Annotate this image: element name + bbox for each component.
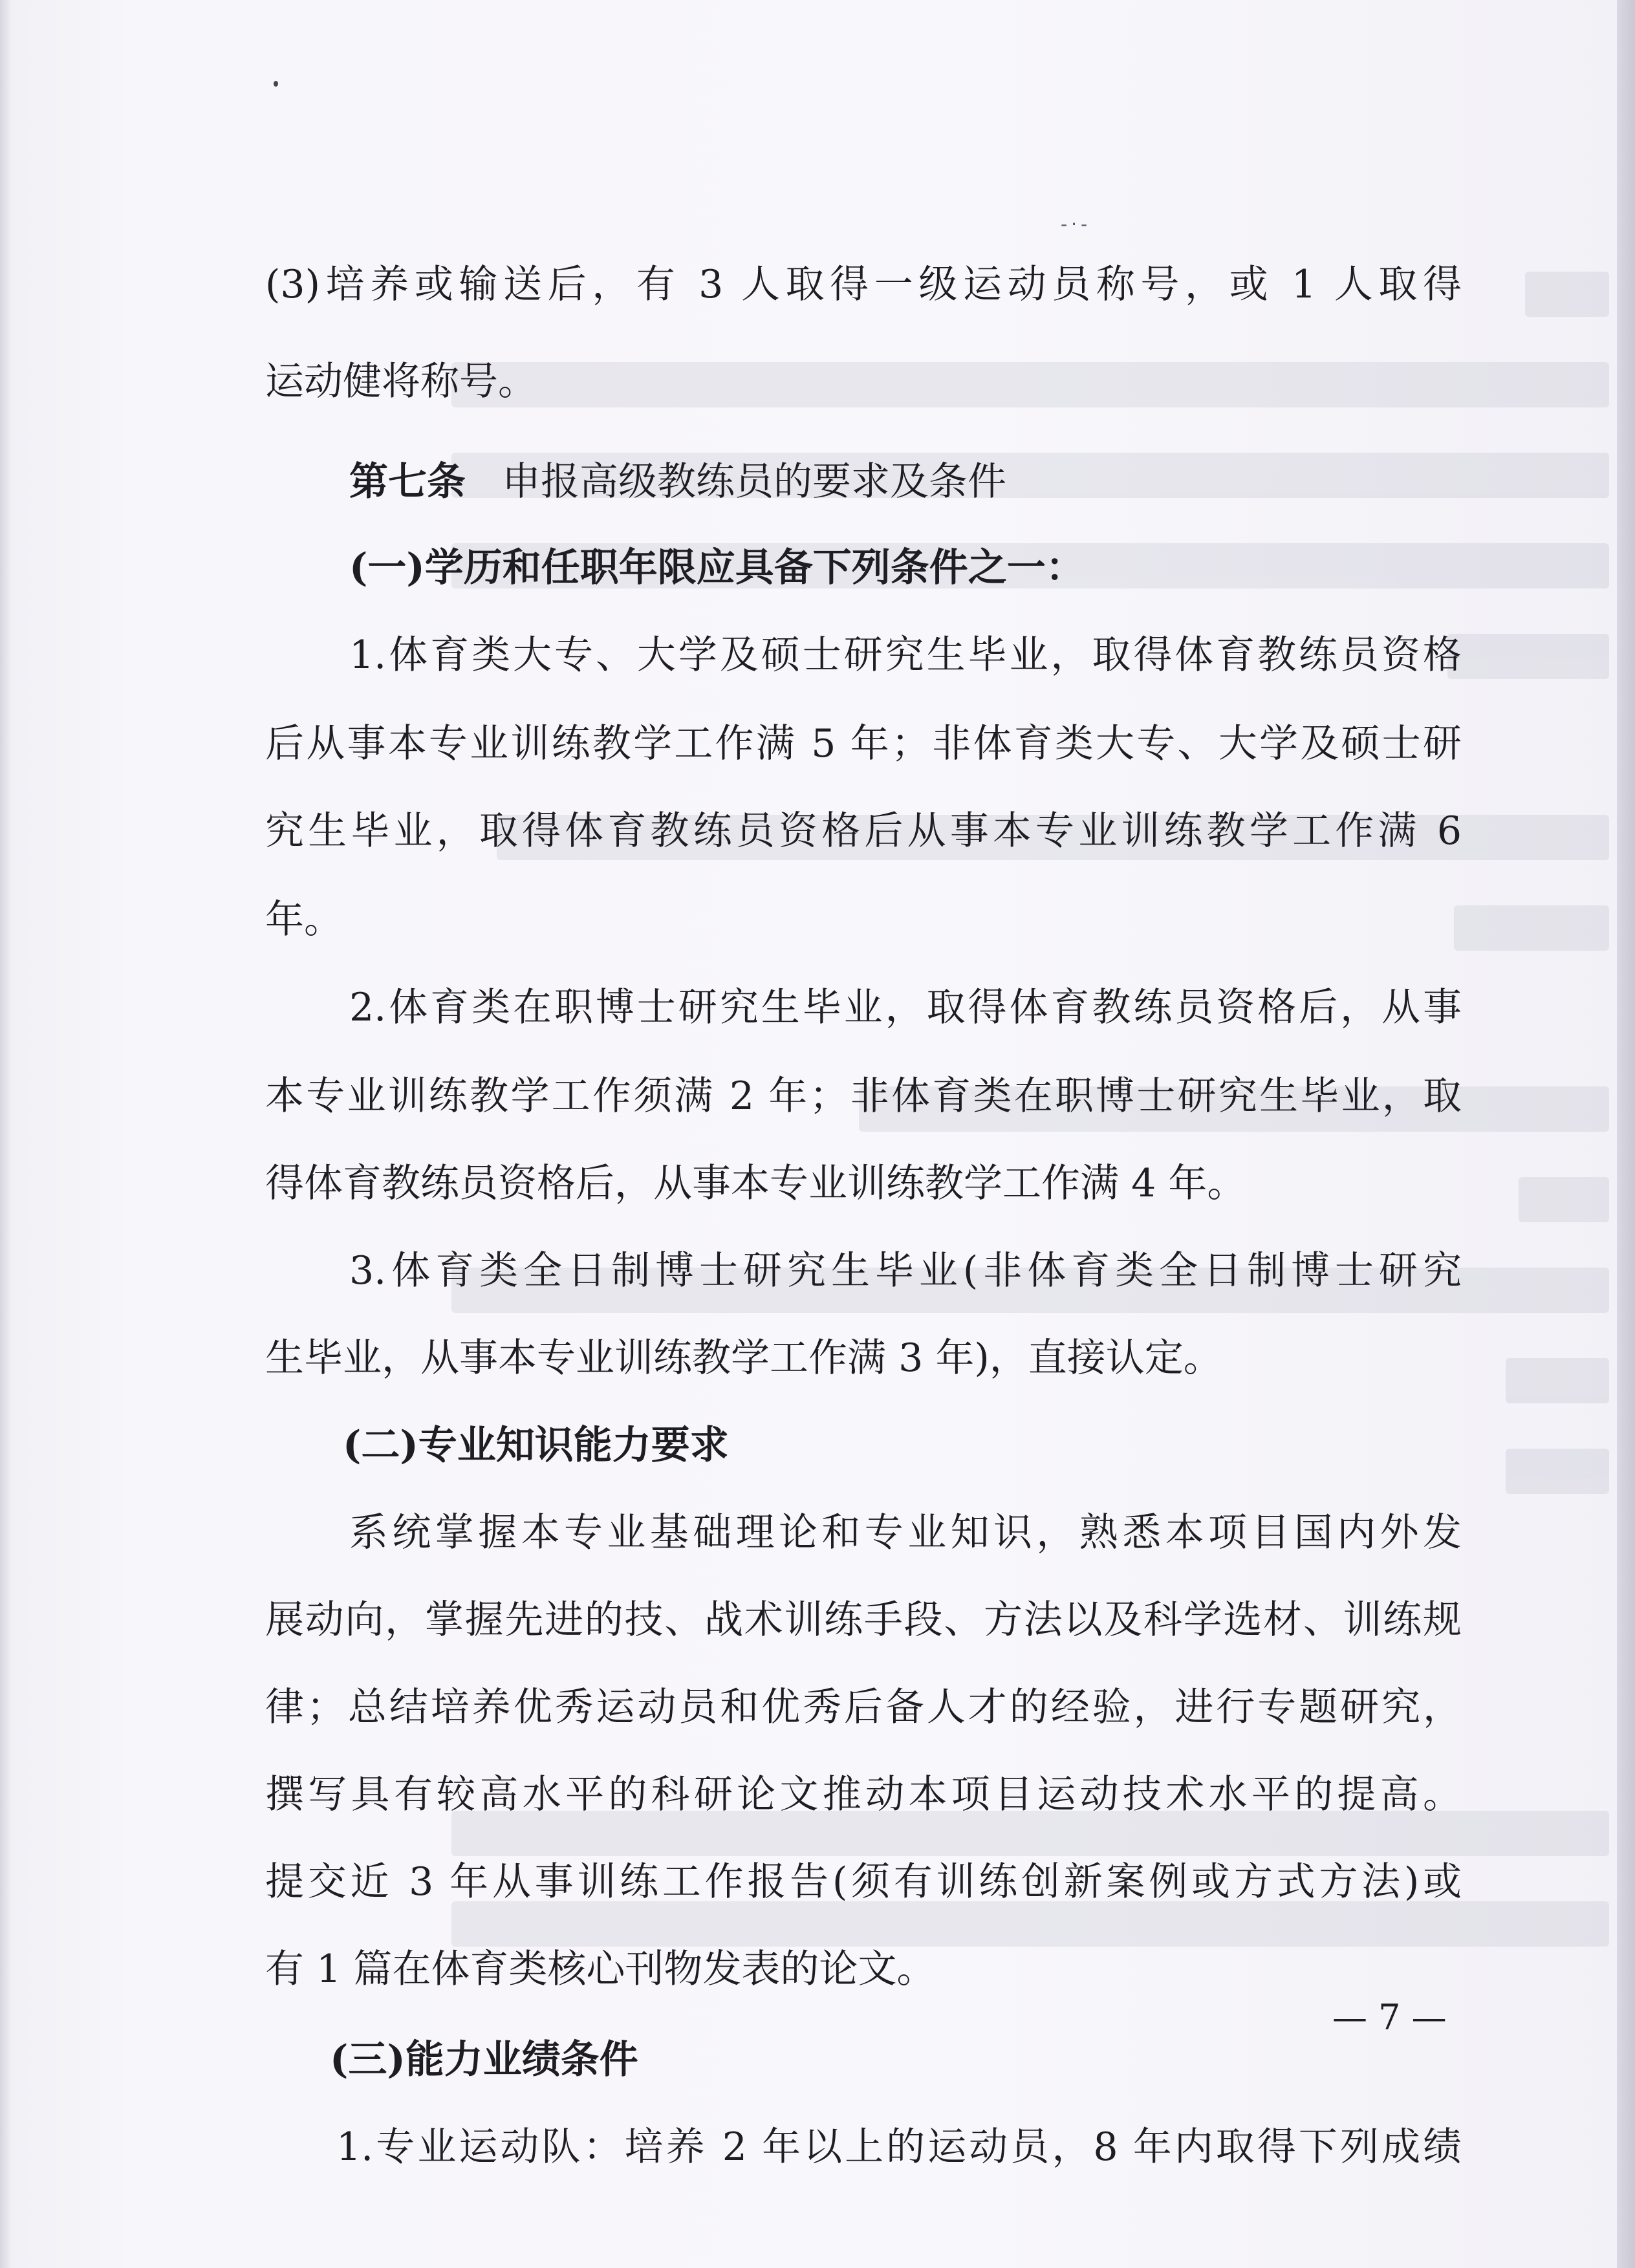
page-number: — 7 —: [1332, 1997, 1447, 2038]
body-line-13: 生毕业，从事本专业训练教学工作满 3 年)，直接认定。: [265, 1335, 1222, 1381]
body-line-18: 撰写具有较高水平的科研论文推动本项目运动技术水平的提高。: [265, 1772, 1462, 1817]
body-line-19: 提交近 3 年从事训练工作报告(须有训练创新案例或方式方法)或: [265, 1859, 1462, 1905]
body-line-9: 2.体育类在职博士研究生毕业，取得体育教练员资格后，从事: [349, 985, 1462, 1030]
body-line-2: 运动健将称号。: [265, 359, 537, 404]
body-line-1: (3)培养或输送后，有 3 人取得一级运动员称号，或 1 人取得: [265, 262, 1462, 307]
body-line-11: 得体育教练员资格后，从事本专业训练教学工作满 4 年。: [265, 1161, 1246, 1206]
article-label: 第七条: [349, 459, 466, 504]
body-line-17: 律；总结培养优秀运动员和优秀后备人才的经验，进行专题研究，: [265, 1685, 1462, 1730]
page-left-shadow: [0, 0, 12, 2268]
body-line-7: 究生毕业，取得体育教练员资格后从事本专业训练教学工作满 6: [265, 808, 1462, 854]
page-right-edge: [1617, 0, 1635, 2268]
section-heading-education: (一)学历和任职年限应具备下列条件之一：: [349, 545, 1085, 590]
body-line-20: 有 1 篇在体育类核心刊物发表的论文。: [265, 1947, 936, 1992]
body-line-22: 1.专业运动队：培养 2 年以上的运动员，8 年内取得下列成绩: [336, 2124, 1462, 2170]
body-line-16: 展动向，掌握先进的技、战术训练手段、方法以及科学选材、训练规: [265, 1597, 1462, 1643]
body-line-12: 3.体育类全日制博士研究生毕业(非体育类全日制博士研究: [349, 1248, 1462, 1293]
body-line-6: 后从事本专业训练教学工作满 5 年；非体育类大专、大学及硕士研: [265, 721, 1462, 766]
body-line-8: 年。: [265, 897, 343, 942]
section-heading-achievements: (三)能力业绩条件: [330, 2037, 638, 2082]
body-line-10: 本专业训练教学工作须满 2 年；非体育类在职博士研究生毕业，取: [265, 1074, 1462, 1119]
body-line-15: 系统掌握本专业基础理论和专业知识，熟悉本项目国内外发: [349, 1510, 1462, 1555]
scan-marks: -·-: [1061, 213, 1092, 235]
body-line-5: 1.体育类大专、大学及硕士研究生毕业，取得体育教练员资格: [349, 632, 1462, 678]
scan-speck: [274, 81, 278, 87]
article-heading: [349, 456, 1006, 508]
section-heading-knowledge: (二)专业知识能力要求: [343, 1423, 729, 1468]
article-title: 申报高级教练员的要求及条件: [502, 459, 1006, 504]
